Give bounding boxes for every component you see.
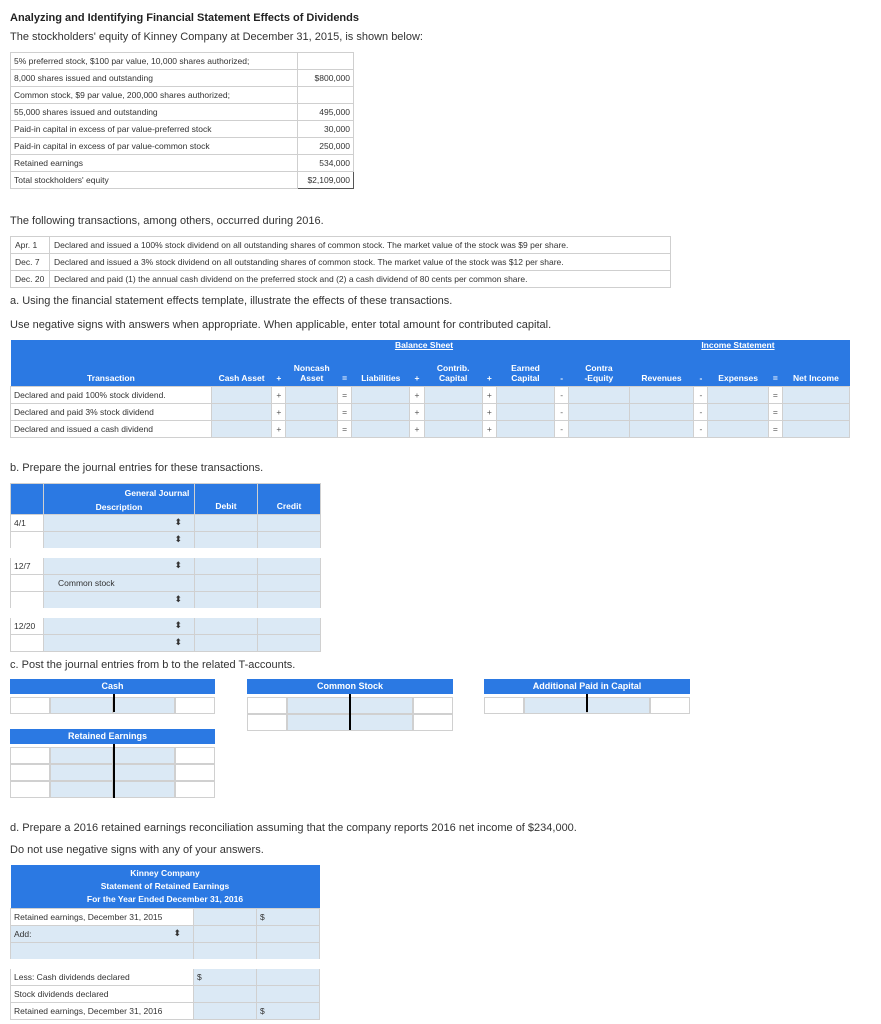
statement-total-input[interactable]	[257, 943, 320, 965]
credit-input[interactable]	[258, 613, 321, 635]
minus-sign: -	[555, 420, 569, 437]
col-cash-asset: Cash Asset	[218, 372, 265, 383]
t-account-retained-earnings	[10, 729, 215, 798]
minus-sign: -	[694, 420, 708, 437]
debit-input[interactable]	[195, 532, 258, 554]
effects-input[interactable]	[708, 420, 768, 437]
journal-date: 12/7	[11, 553, 44, 575]
page-title: Analyzing and Identifying Financial Statement Effects of Dividends	[10, 12, 359, 24]
intro-text: The stockholders' equity of Kinney Company at December 31, 2015, is shown below:	[10, 31, 423, 43]
col-earned-line1: Earned	[511, 362, 540, 373]
plus-sign: +	[272, 403, 286, 420]
col-earned-line2: Capital	[511, 372, 540, 383]
statement-row	[11, 926, 320, 943]
statement-amount-input[interactable]	[194, 926, 257, 943]
statement-label: Stock dividends declared	[11, 986, 194, 1003]
equity-label: Retained earnings	[11, 155, 298, 172]
equity-amount	[298, 53, 354, 70]
t-debit-input[interactable]	[287, 714, 350, 731]
effects-row	[11, 386, 850, 403]
t-account-title: Retained Earnings	[10, 729, 215, 744]
equals-sign: =	[338, 386, 352, 403]
part-a-instruction: a. Using the financial statement effects template, illustrate the effects of these transactions.	[10, 295, 453, 307]
statement-label-select[interactable]: Add: ⬍	[11, 926, 194, 943]
part-d-note: Do not use negative signs with any of your answers.	[10, 844, 264, 856]
statement-row	[11, 986, 320, 1003]
equity-table	[10, 52, 354, 189]
effects-input[interactable]	[782, 420, 849, 437]
t-credit-input[interactable]	[113, 747, 175, 764]
equity-amount	[298, 87, 354, 104]
t-credit-input[interactable]	[113, 764, 175, 781]
effects-input[interactable]	[424, 403, 482, 420]
effects-input[interactable]	[708, 403, 768, 420]
effects-row-label: Declared and paid 3% stock dividend	[11, 403, 212, 420]
statement-amount-input[interactable]	[194, 1003, 257, 1020]
effects-input[interactable]	[496, 386, 554, 403]
equity-total: $2,109,000	[298, 172, 354, 189]
t-account-cash	[10, 679, 215, 714]
account-select[interactable]	[44, 592, 195, 614]
statement-label: Less: Cash dividends declared	[11, 964, 194, 986]
t-cell[interactable]	[175, 781, 215, 798]
statement-label-select[interactable]	[11, 943, 194, 965]
account-select[interactable]	[44, 613, 195, 635]
statement-label: Retained earnings, December 31, 2016	[11, 1003, 194, 1020]
equity-label: Total stockholders' equity	[11, 172, 298, 189]
journal-row	[11, 592, 321, 614]
col-net-income: Net Income	[793, 372, 839, 383]
t-account-title: Cash	[10, 679, 215, 694]
plus-sign: +	[482, 420, 496, 437]
part-c-instruction: c. Post the journal entries from b to the related T-accounts.	[10, 659, 296, 671]
statement-amount-input[interactable]	[194, 943, 257, 965]
effects-input[interactable]	[424, 420, 482, 437]
t-cell[interactable]	[175, 747, 215, 764]
credit-input[interactable]	[258, 515, 321, 532]
statement-amount-input[interactable]: $	[194, 964, 257, 986]
journal-row	[11, 635, 321, 652]
equals-sign: =	[342, 372, 348, 383]
account-select[interactable]	[44, 515, 195, 532]
journal-row	[11, 515, 321, 532]
t-credit-input[interactable]	[113, 781, 175, 798]
plus-sign: +	[414, 372, 420, 383]
journal-date: 4/1	[11, 515, 44, 532]
transaction-text: Declared and paid (1) the annual cash dividend on the preferred stock and (2) a cash dividend of 80 cents per common share.	[50, 271, 671, 288]
credit-input[interactable]	[258, 553, 321, 575]
t-cell[interactable]	[10, 697, 50, 714]
equity-amount: 30,000	[298, 121, 354, 138]
effects-input[interactable]	[569, 420, 629, 437]
effects-input[interactable]	[708, 386, 768, 403]
statement-total-input[interactable]: $	[257, 1003, 320, 1020]
statement-total-input[interactable]	[257, 986, 320, 1003]
t-cell[interactable]	[10, 764, 50, 781]
transaction-date: Dec. 20	[11, 271, 50, 288]
equals-sign: =	[338, 403, 352, 420]
journal-row	[11, 553, 321, 575]
t-credit-input[interactable]	[350, 697, 413, 714]
statement-label: Retained earnings, December 31, 2015	[11, 909, 194, 926]
equals-sign: =	[768, 420, 782, 437]
effects-input[interactable]	[629, 420, 694, 437]
minus-sign: -	[555, 403, 569, 420]
col-transaction: Transaction	[87, 372, 135, 383]
equity-label: 8,000 shares issued and outstanding	[11, 70, 298, 87]
journal-col-credit: Credit	[258, 484, 321, 515]
t-credit-input[interactable]	[350, 714, 413, 731]
statement-company: Kinney Company	[130, 868, 200, 878]
credit-input[interactable]	[258, 575, 321, 592]
account-select[interactable]	[44, 553, 195, 575]
plus-sign: +	[482, 403, 496, 420]
retained-earnings-statement	[10, 865, 320, 1020]
effects-input[interactable]	[569, 403, 629, 420]
equity-amount: 250,000	[298, 138, 354, 155]
equals-sign: =	[768, 403, 782, 420]
journal-date	[11, 635, 44, 652]
plus-sign: +	[486, 372, 492, 383]
statement-total-input[interactable]	[257, 964, 320, 986]
plus-sign: +	[272, 420, 286, 437]
journal-description-label: Description	[95, 502, 143, 512]
journal-date	[11, 532, 44, 554]
effects-input[interactable]	[496, 403, 554, 420]
col-liabilities: Liabilities	[361, 372, 401, 383]
journal-heading: General Journal	[124, 488, 190, 498]
effects-input[interactable]	[286, 403, 338, 420]
minus-sign: -	[699, 372, 703, 383]
col-contrib-line2: Capital	[438, 372, 468, 383]
debit-input[interactable]	[195, 592, 258, 614]
transactions-intro: The following transactions, among others, occurred during 2016.	[10, 215, 324, 227]
effects-row-label: Declared and issued a cash dividend	[11, 420, 212, 437]
equals-sign: =	[768, 386, 782, 403]
part-b-instruction: b. Prepare the journal entries for these transactions.	[10, 462, 264, 474]
journal-date: 12/20	[11, 613, 44, 635]
credit-input[interactable]	[258, 592, 321, 614]
t-account-apic	[484, 679, 690, 714]
t-account-common-stock	[247, 679, 453, 731]
effects-input[interactable]	[286, 420, 338, 437]
effects-input[interactable]	[782, 403, 849, 420]
part-a-note: Use negative signs with answers when appropriate. When applicable, enter total amount for contributed capital.	[10, 319, 552, 331]
journal-description: Common stock	[44, 575, 195, 592]
effects-input[interactable]	[629, 386, 694, 403]
statement-row	[11, 964, 320, 986]
plus-sign: +	[410, 386, 424, 403]
journal-row	[11, 613, 321, 635]
col-contrib-line1: Contrib.	[436, 362, 470, 373]
t-cell[interactable]	[175, 764, 215, 781]
t-cell[interactable]	[10, 781, 50, 798]
effects-input[interactable]	[352, 420, 410, 437]
effects-row-label: Declared and paid 100% stock dividend.	[11, 386, 212, 403]
t-debit-input[interactable]	[50, 781, 113, 798]
statement-row	[11, 909, 320, 926]
statement-name: Statement of Retained Earnings	[100, 881, 230, 891]
equity-amount: 534,000	[298, 155, 354, 172]
col-contrib-capital	[394, 340, 482, 386]
effects-row	[11, 420, 850, 437]
t-cell[interactable]	[175, 697, 215, 714]
general-journal	[10, 483, 321, 652]
statement-period: For the Year Ended December 31, 2016	[86, 894, 244, 904]
journal-row	[11, 575, 321, 592]
journal-row	[11, 532, 321, 554]
transaction-date: Dec. 7	[11, 254, 50, 271]
debit-input[interactable]	[195, 613, 258, 635]
minus-sign: -	[694, 386, 708, 403]
plus-sign: +	[410, 420, 424, 437]
journal-date	[11, 592, 44, 614]
t-cell[interactable]	[10, 747, 50, 764]
debit-input[interactable]	[195, 575, 258, 592]
col-noncash-line2: Asset	[300, 372, 324, 383]
col-expenses	[701, 340, 775, 386]
col-expenses-label: Expenses	[718, 372, 758, 383]
effects-input[interactable]	[496, 420, 554, 437]
balance-sheet-heading: Balance Sheet	[394, 340, 454, 350]
debit-input[interactable]	[195, 553, 258, 575]
statement-total-input[interactable]	[257, 926, 320, 943]
plus-sign: +	[482, 386, 496, 403]
effects-input[interactable]	[782, 386, 849, 403]
effects-input[interactable]	[629, 403, 694, 420]
t-cell[interactable]	[413, 714, 453, 731]
statement-row	[11, 943, 320, 965]
col-revenues: Revenues	[641, 372, 682, 383]
effects-row	[11, 403, 850, 420]
t-debit-input[interactable]	[524, 697, 587, 714]
t-debit-input[interactable]	[50, 747, 113, 764]
effects-input[interactable]	[569, 386, 629, 403]
effects-input[interactable]	[352, 386, 410, 403]
journal-col-description	[44, 484, 195, 515]
transaction-text: Declared and issued a 100% stock dividend on all outstanding shares of common stock. The market value of the stock was $9 per share.	[50, 237, 671, 254]
effects-template	[10, 340, 850, 438]
credit-input[interactable]	[258, 635, 321, 652]
effects-input[interactable]	[424, 386, 482, 403]
journal-date	[11, 575, 44, 592]
t-debit-input[interactable]	[50, 764, 113, 781]
transactions-table	[10, 236, 671, 288]
equity-label: Common stock, $9 par value, 200,000 shares authorized;	[11, 87, 298, 104]
col-contra-line1: Contra	[585, 362, 613, 373]
t-cell[interactable]	[650, 697, 690, 714]
equals-sign: =	[338, 420, 352, 437]
equity-label: Paid-in capital in excess of par value-preferred stock	[11, 121, 298, 138]
minus-sign: -	[555, 386, 569, 403]
transaction-text: Declared and issued a 3% stock dividend on all outstanding shares of common stock. The market value of the stock was $12 per share.	[50, 254, 671, 271]
equity-label: 5% preferred stock, $100 par value, 10,000 shares authorized;	[11, 53, 298, 70]
t-account-title: Common Stock	[247, 679, 453, 694]
t-cell[interactable]	[413, 697, 453, 714]
statement-row	[11, 1003, 320, 1020]
t-credit-input[interactable]	[113, 697, 175, 714]
minus-sign: -	[694, 403, 708, 420]
equity-label: 55,000 shares issued and outstanding	[11, 104, 298, 121]
plus-sign: +	[276, 372, 282, 383]
equity-amount: 495,000	[298, 104, 354, 121]
income-statement-heading: Income Statement	[701, 340, 775, 350]
effects-input[interactable]	[286, 386, 338, 403]
plus-sign: +	[410, 403, 424, 420]
journal-col-debit: Debit	[195, 484, 258, 515]
equals-sign: =	[772, 372, 778, 383]
plus-sign: +	[272, 386, 286, 403]
credit-input[interactable]	[258, 532, 321, 554]
debit-input[interactable]	[195, 515, 258, 532]
statement-total-input[interactable]: $	[257, 909, 320, 926]
effects-input[interactable]	[211, 403, 271, 420]
equity-amount: $800,000	[298, 70, 354, 87]
col-noncash-line1: Noncash	[293, 362, 330, 373]
transaction-date: Apr. 1	[11, 237, 50, 254]
t-cell[interactable]	[247, 714, 287, 731]
effects-input[interactable]	[211, 420, 271, 437]
minus-sign: -	[560, 372, 564, 383]
t-debit-input[interactable]	[287, 697, 350, 714]
statement-amount-input[interactable]	[194, 909, 257, 926]
statement-amount-input[interactable]	[194, 986, 257, 1003]
debit-input[interactable]	[195, 635, 258, 652]
col-contra-line2: -Equity	[584, 372, 614, 383]
account-select[interactable]	[44, 635, 195, 652]
account-select[interactable]	[44, 532, 195, 554]
effects-input[interactable]	[352, 403, 410, 420]
t-credit-input[interactable]	[587, 697, 650, 714]
t-account-title: Additional Paid in Capital	[484, 679, 690, 694]
equity-label: Paid-in capital in excess of par value-common stock	[11, 138, 298, 155]
t-debit-input[interactable]	[50, 697, 113, 714]
t-cell[interactable]	[247, 697, 287, 714]
effects-input[interactable]	[211, 386, 271, 403]
t-cell[interactable]	[484, 697, 524, 714]
part-d-instruction: d. Prepare a 2016 retained earnings reconciliation assuming that the company reports 2016 net income of $234,000.	[10, 822, 577, 834]
